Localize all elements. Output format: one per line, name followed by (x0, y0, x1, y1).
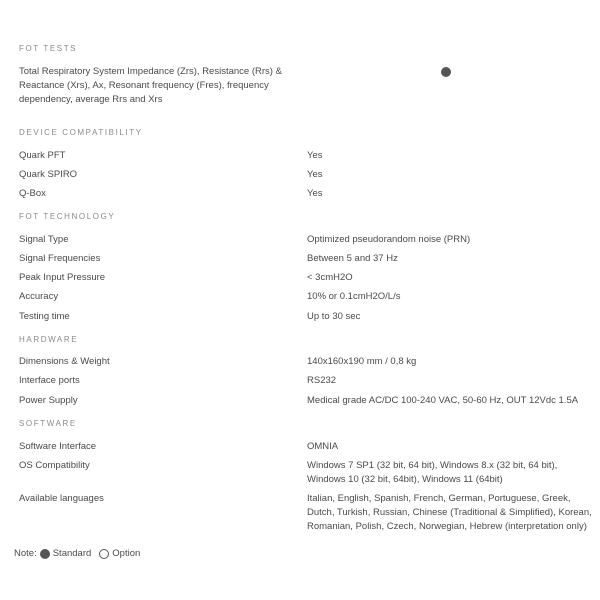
row-value-peak-input-pressure: < 3cmH2O (307, 272, 353, 283)
row-label-dimensions-weight: Dimensions & Weight (19, 356, 110, 367)
row-value-quark-spiro: Yes (307, 169, 323, 180)
empty-circle-icon (99, 549, 109, 559)
row-label-software-interface: Software Interface (19, 441, 97, 452)
section-title-device-compatibility: DEVICE COMPATIBILITY (19, 128, 143, 137)
legend-note (14, 547, 140, 561)
row-label-interface-ports: Interface ports (19, 375, 80, 386)
row-label-signal-frequencies: Signal Frequencies (19, 253, 101, 264)
row-value-power-supply: Medical grade AC/DC 100-240 VAC, 50-60 Hz, OUT 12Vdc 1.5A (307, 395, 579, 406)
row-label-quark-pft: Quark PFT (19, 150, 66, 161)
row-value-testing-time: Up to 30 sec (307, 311, 361, 322)
row-value-signal-frequencies: Between 5 and 37 Hz (307, 253, 398, 264)
row-label-available-languages: Available languages (19, 493, 104, 504)
row-value-quark-pft: Yes (307, 150, 323, 161)
note-option-label: Option (112, 548, 141, 559)
row-value-os-compatibility: Windows 7 SP1 (32 bit, 64 bit), Windows 8.x (32 bit, 64 bit), Windows 10 (32 bit, 64bit), Windows 11 (64bit) (307, 460, 558, 485)
row-value-available-languages: Italian, English, Spanish, French, German, Portuguese, Greek, Dutch, Turkish, Russian, Chinese (Traditional & Simplified), Korean, Romanian, Polish, Czech, Norwegian, Hebrew (interpretation only) (307, 493, 592, 532)
row-value-accuracy: 10% or 0.1cmH2O/L/s (307, 291, 401, 302)
row-label-signal-type: Signal Type (19, 234, 69, 245)
standard-filled-dot-icon (441, 67, 451, 77)
note-prefix: Note: (14, 548, 37, 559)
row-label-q-box: Q-Box (19, 188, 46, 199)
note-standard-label: Standard (52, 548, 92, 559)
row-value-signal-type: Optimized pseudorandom noise (PRN) (307, 234, 471, 245)
row-label-accuracy: Accuracy (19, 291, 59, 302)
row-value-dimensions-weight: 140x160x190 mm / 0,8 kg (307, 356, 417, 367)
row-value-q-box: Yes (307, 188, 323, 199)
section-title-fot-technology: FOT TECHNOLOGY (19, 212, 116, 221)
section-title-software: SOFTWARE (19, 419, 77, 428)
row-value-interface-ports: RS232 (307, 375, 337, 386)
row-label-testing-time: Testing time (19, 311, 70, 322)
row-label-fot-tests: Total Respiratory System Impedance (Zrs), Resistance (Rrs) & Reactance (Xrs), Ax, Resonant frequency (Fres), frequency dependency, average Rrs and Xrs (19, 66, 282, 105)
section-title-hardware: HARDWARE (19, 335, 79, 344)
row-label-peak-input-pressure: Peak Input Pressure (19, 272, 106, 283)
row-label-quark-spiro: Quark SPIRO (19, 169, 78, 180)
row-value-software-interface: OMNIA (307, 441, 339, 452)
row-label-os-compatibility: OS Compatibility (19, 460, 90, 471)
row-label-power-supply: Power Supply (19, 395, 78, 406)
filled-circle-icon (40, 549, 50, 559)
section-title-fot-tests: FOT TESTS (19, 44, 78, 53)
